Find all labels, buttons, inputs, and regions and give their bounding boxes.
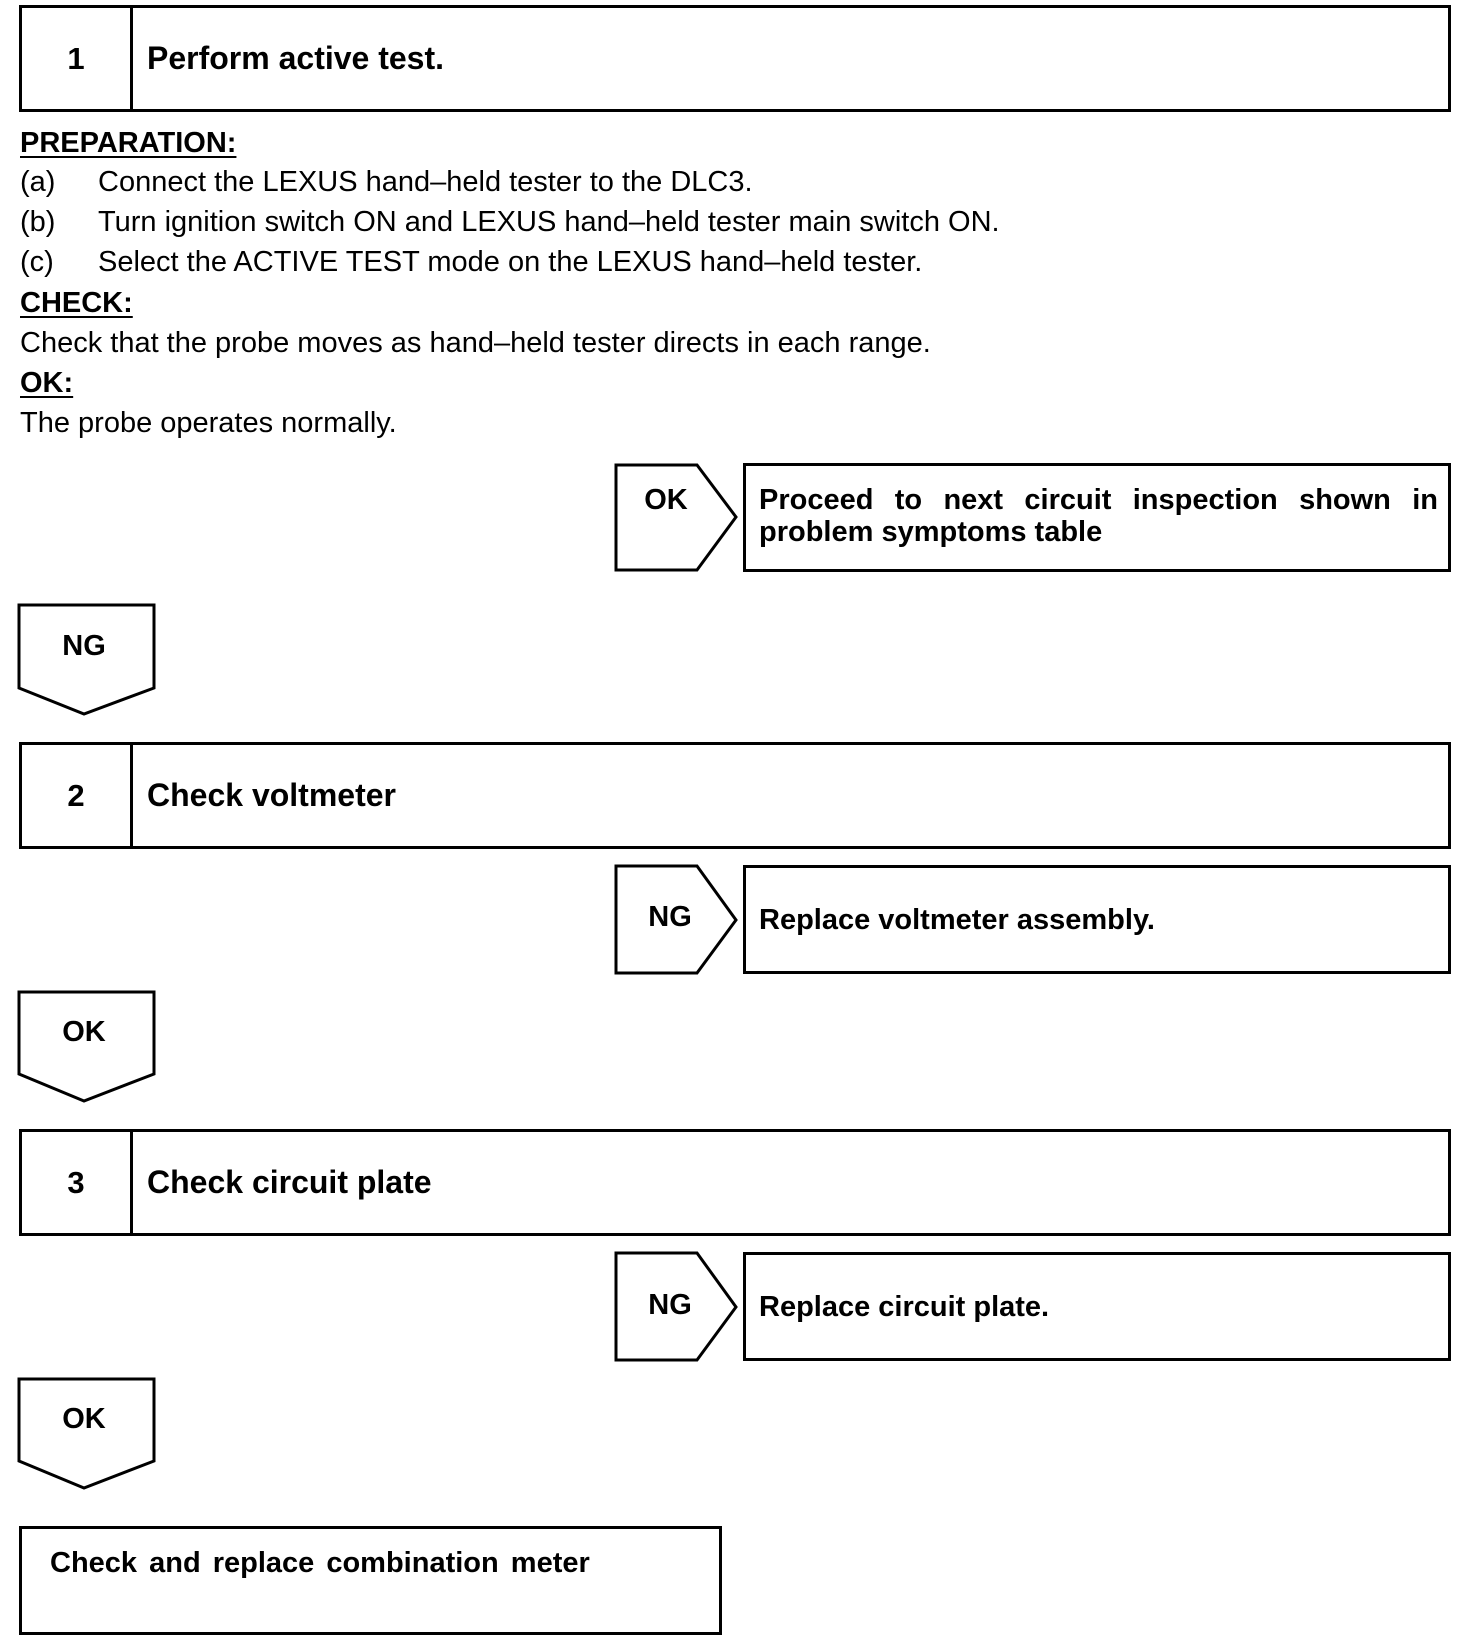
ng-branch-label: NG — [648, 1289, 692, 1321]
step-number: 2 — [22, 745, 133, 846]
step-title: Check voltmeter — [147, 777, 396, 813]
step-number: 1 — [22, 8, 133, 109]
ok-result-line-2: problem symptoms table — [759, 516, 1103, 548]
ok-down-label: OK — [62, 1016, 106, 1048]
final-action-text: Check and replace combination meter — [50, 1547, 590, 1579]
preparation-heading: PREPARATION: — [20, 127, 237, 159]
ng-result-text: Replace circuit plate. — [759, 1291, 1050, 1323]
check-heading: CHECK: — [20, 287, 133, 319]
step-title: Perform active test. — [147, 40, 445, 76]
item-label: (c) — [20, 246, 54, 278]
ok-text: The probe operates normally. — [20, 407, 397, 439]
item-label: (a) — [20, 166, 56, 198]
item-text: Select the ACTIVE TEST mode on the LEXUS hand–held tester. — [98, 246, 923, 278]
ng-down-label: NG — [62, 630, 106, 662]
ok-heading: OK: — [20, 367, 74, 399]
item-text: Connect the LEXUS hand–held tester to the DLC3. — [98, 166, 753, 198]
item-label: (b) — [20, 206, 56, 238]
final-action-box — [19, 1526, 722, 1635]
ng-branch-label: NG — [648, 901, 692, 933]
step-number: 3 — [22, 1132, 133, 1233]
ng-result-text: Replace voltmeter assembly. — [759, 904, 1155, 936]
ok-branch-label: OK — [644, 484, 688, 516]
ok-result-line-1: Proceed to next circuit inspection shown in — [759, 484, 1438, 516]
ok-down-label: OK — [62, 1403, 106, 1435]
step-title: Check circuit plate — [147, 1164, 432, 1200]
check-text: Check that the probe moves as hand–held tester directs in each range. — [20, 327, 931, 359]
item-text: Turn ignition switch ON and LEXUS hand–held tester main switch ON. — [98, 206, 1000, 238]
